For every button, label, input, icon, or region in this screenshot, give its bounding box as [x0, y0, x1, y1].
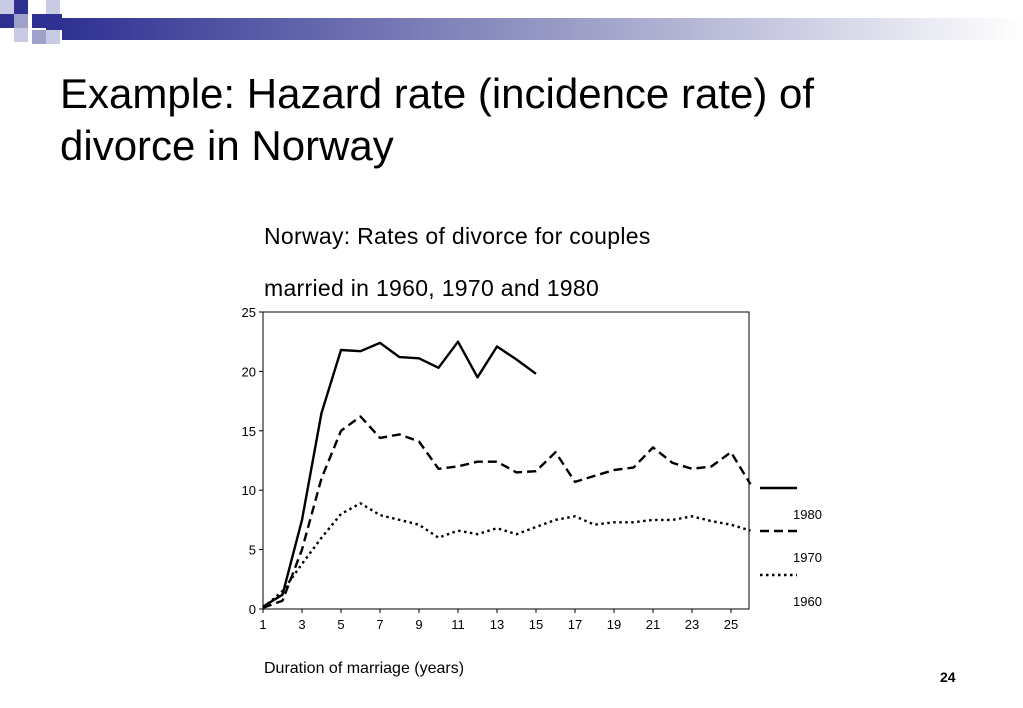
series-line-1980 — [263, 342, 536, 607]
y-tick-label: 15 — [241, 423, 256, 439]
series-line-1960 — [263, 503, 751, 608]
series-line-1970 — [263, 417, 751, 608]
x-tick-label: 21 — [645, 617, 661, 632]
x-tick-label: 1 — [259, 617, 267, 632]
x-axis-label: Duration of marriage (years) — [264, 660, 465, 677]
y-tick-label: 25 — [241, 305, 256, 320]
x-tick-label: 5 — [337, 617, 345, 632]
y-tick-label: 10 — [241, 483, 256, 499]
x-tick-label: 9 — [415, 617, 423, 632]
slide-number: 24 — [940, 669, 956, 685]
y-tick-label: 0 — [248, 602, 256, 617]
x-tick-label: 19 — [606, 617, 622, 632]
x-tick-label: 13 — [489, 617, 505, 632]
x-tick-label: 11 — [451, 617, 465, 632]
y-tick-label: 20 — [241, 364, 256, 380]
x-tick-label: 3 — [298, 617, 306, 632]
x-tick-label: 15 — [528, 617, 544, 632]
x-tick-label: 25 — [723, 617, 739, 632]
x-tick-label: 7 — [376, 617, 384, 632]
slide-title-line-2: divorce in Norway — [60, 122, 394, 169]
legend-label-1980: 1980 — [793, 507, 822, 522]
y-tick-label: 5 — [248, 542, 256, 558]
chart-title-line-2: married in 1960, 1970 and 1980 — [264, 275, 600, 301]
x-tick-label: 23 — [684, 617, 700, 632]
plot-area-frame — [263, 312, 749, 609]
x-tick-label: 17 — [567, 617, 583, 632]
legend-label-1970: 1970 — [793, 550, 822, 565]
chart-title-line-1: Norway: Rates of divorce for couples — [264, 223, 651, 249]
legend-label-1960: 1960 — [793, 594, 822, 609]
slide-title-line-1: Example: Hazard rate (incidence rate) of — [60, 70, 815, 117]
